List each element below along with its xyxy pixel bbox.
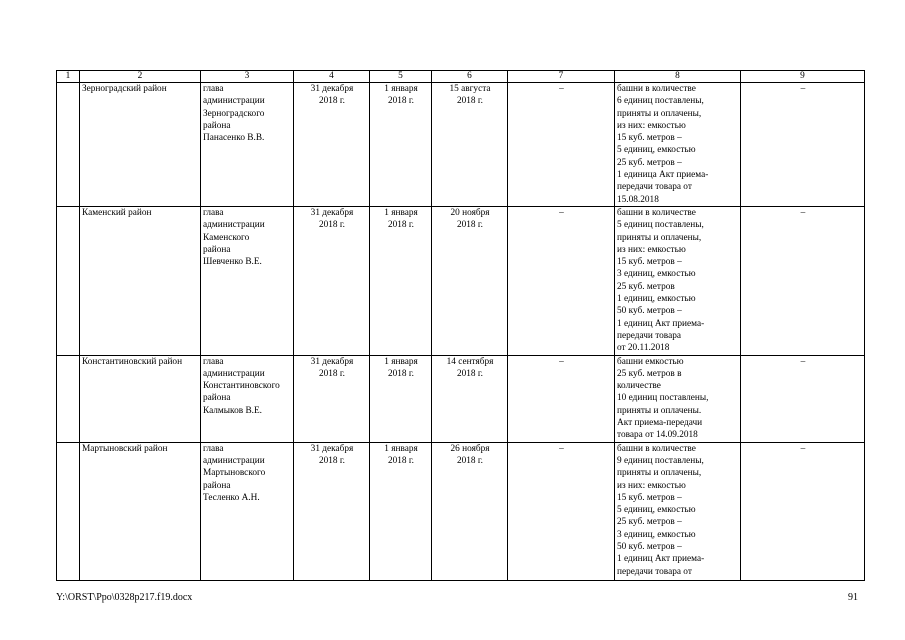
district-cell: Зерноградский район [80, 83, 201, 207]
header-row [57, 71, 865, 83]
district-cell: Константиновский район [80, 355, 201, 442]
deadline-cell: 31 декабря 2018 г. [294, 206, 370, 355]
column-header: 4 [294, 71, 370, 83]
table-row [57, 206, 865, 355]
district-cell: Мартыновский район [80, 442, 201, 580]
column-header: 5 [370, 71, 432, 83]
table-row [57, 442, 865, 580]
column-header: 3 [201, 71, 294, 83]
responsible-cell: глава администрации Константиновского района Калмыков В.Е. [201, 355, 294, 442]
start-date-cell: 1 января 2018 г. [370, 355, 432, 442]
note-cell: – [741, 442, 865, 580]
column-header: 9 [741, 71, 865, 83]
start-date-cell: 1 января 2018 г. [370, 442, 432, 580]
note-cell: – [741, 355, 865, 442]
column7-cell: – [508, 83, 615, 207]
table-row [57, 355, 865, 442]
table-row [57, 83, 865, 207]
row-number-cell [57, 83, 80, 207]
completion-date-cell: 20 ноября 2018 г. [432, 206, 508, 355]
row-number-cell [57, 206, 80, 355]
column-header: 8 [615, 71, 741, 83]
column-header: 2 [80, 71, 201, 83]
start-date-cell: 1 января 2018 г. [370, 206, 432, 355]
row-number-cell [57, 442, 80, 580]
column-header: 1 [57, 71, 80, 83]
start-date-cell: 1 января 2018 г. [370, 83, 432, 207]
result-cell: башни емкостью 25 куб. метров в количестве 10 единиц поставлены, приняты и оплачены. Акт приема-передачи товара от 14.09.2018 [615, 355, 741, 442]
responsible-cell: глава администрации Зерноградского района Панасенко В.В. [201, 83, 294, 207]
note-cell: – [741, 206, 865, 355]
deadline-cell: 31 декабря 2018 г. [294, 442, 370, 580]
note-cell: – [741, 83, 865, 207]
column7-cell: – [508, 206, 615, 355]
file-path-footer: Y:\ORST\Ppo\0328p217.f19.docx [56, 592, 193, 603]
completion-date-cell: 15 августа 2018 г. [432, 83, 508, 207]
result-cell: башни в количестве 9 единиц поставлены, приняты и оплачены, из них: емкостью 15 куб. метров – 5 единиц, емкостью 25 куб. метров – 3 единиц, емкостью 50 куб. метров – 1 единиц Акт приема- передачи товара от [615, 442, 741, 580]
row-number-cell [57, 355, 80, 442]
column7-cell: – [508, 355, 615, 442]
column7-cell: – [508, 442, 615, 580]
page-number: 91 [848, 592, 858, 603]
responsible-cell: глава администрации Каменского района Шевченко В.Е. [201, 206, 294, 355]
result-cell: башни в количестве 6 единиц поставлены, приняты и оплачены, из них: емкостью 15 куб. метров – 5 единиц, емкостью 25 куб. метров – 1 единица Акт приема- передачи товара от 15.08.2018 [615, 83, 741, 207]
completion-date-cell: 26 ноября 2018 г. [432, 442, 508, 580]
deadline-cell: 31 декабря 2018 г. [294, 355, 370, 442]
district-cell: Каменский район [80, 206, 201, 355]
completion-date-cell: 14 сентября 2018 г. [432, 355, 508, 442]
column-header: 6 [432, 71, 508, 83]
deadline-cell: 31 декабря 2018 г. [294, 83, 370, 207]
responsible-cell: глава администрации Мартыновского района Тесленко А.Н. [201, 442, 294, 580]
column-header: 7 [508, 71, 615, 83]
result-cell: башни в количестве 5 единиц поставлены, приняты и оплачены, из них: емкостью 15 куб. метров – 3 единиц, емкостью 25 куб. метров 1 единиц, емкостью 50 куб. метров – 1 единиц Акт приема- передачи товара от 20.11.2018 [615, 206, 741, 355]
report-table [56, 70, 865, 581]
